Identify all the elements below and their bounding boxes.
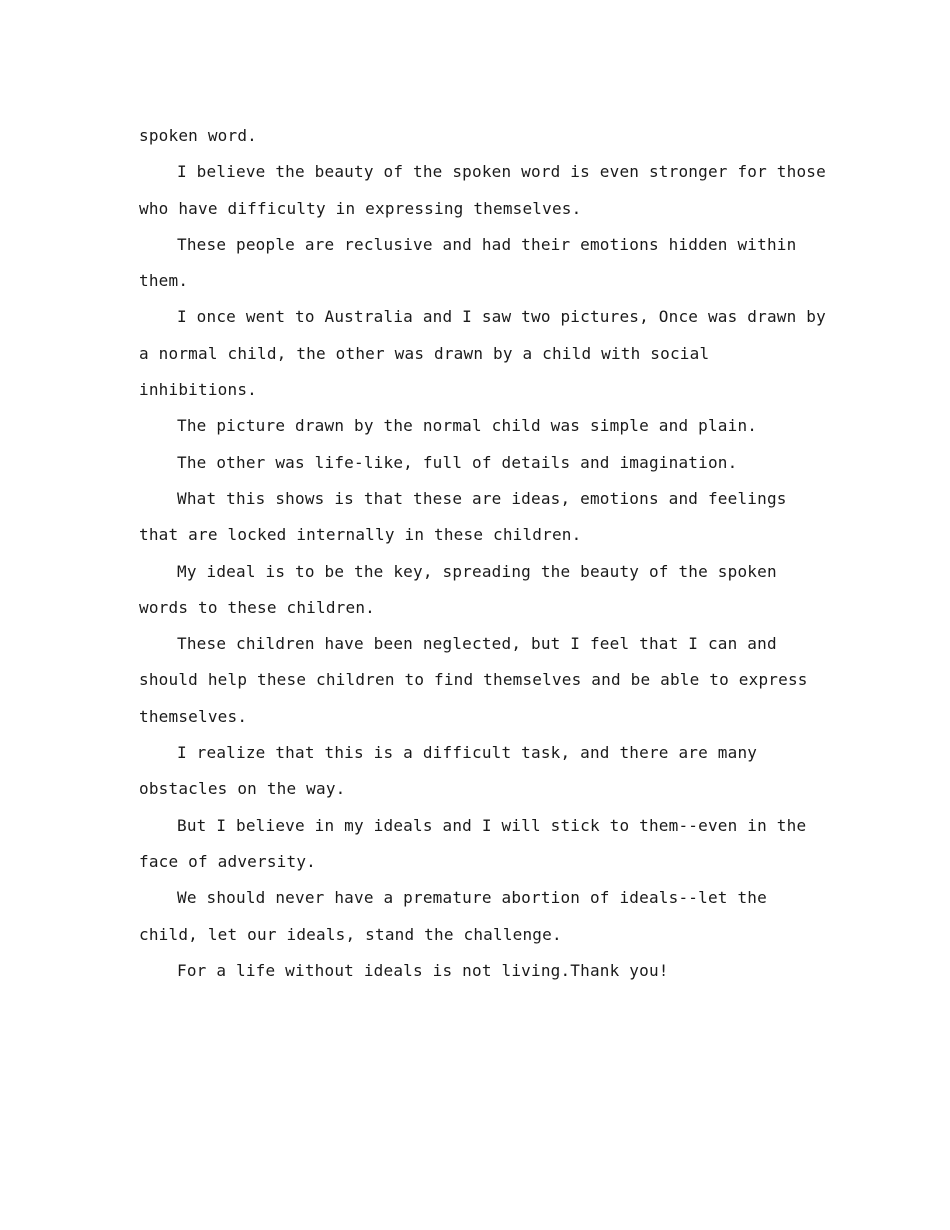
paragraph: My ideal is to be the key, spreading the beauty of the spoken words to these children. (139, 561, 777, 617)
paragraph: I believe the beauty of the spoken word is even stronger for those who have difficulty in expressing themselves. (139, 162, 826, 218)
paragraph: The other was life-like, full of details and imagination. (177, 452, 738, 472)
paragraph: But I believe in my ideals and I will stick to them--even in the face of adversity. (139, 815, 807, 871)
paragraph: The picture drawn by the normal child was simple and plain. (177, 416, 758, 436)
paragraph: I once went to Australia and I saw two pictures, Once was drawn by a normal child, the other was drawn by a child with social inhibitions. (139, 307, 826, 400)
paragraph: These children have been neglected, but I feel that I can and should help these children to find themselves and be able to express themselves. (139, 634, 808, 726)
paragraph: What this shows is that these are ideas, emotions and feelings that are locked internally in these children. (139, 488, 787, 545)
paragraph: These people are reclusive and had their emotions hidden within them. (139, 234, 797, 291)
document-body (139, 118, 829, 989)
paragraph: We should never have a premature abortion of ideals--let the child, let our ideals, stand the challenge. (139, 888, 767, 944)
paragraph: I realize that this is a difficult task, and there are many obstacles on the way. (139, 743, 758, 799)
paragraph-closing: For a life without ideals is not living.Thank you! (177, 960, 669, 980)
paragraph-continuation: spoken word. (139, 126, 257, 145)
